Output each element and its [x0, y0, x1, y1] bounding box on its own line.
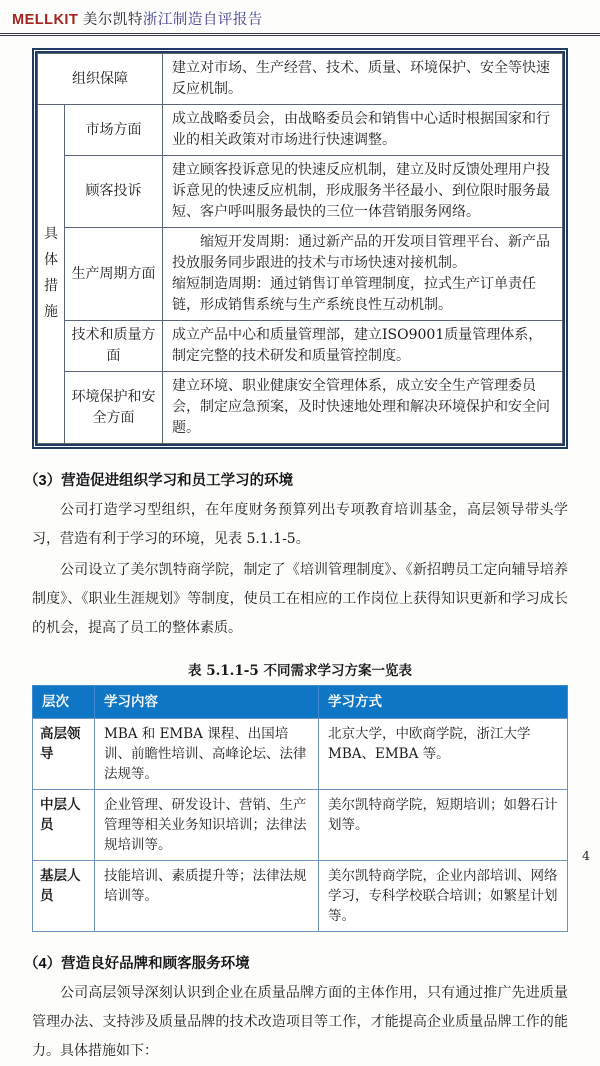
- page-content: [24, 48, 568, 1066]
- table-row: [38, 105, 563, 156]
- measure-category: 顾客投诉: [65, 156, 163, 228]
- table-row: [33, 861, 568, 932]
- learning-table-header-row: [33, 686, 568, 719]
- measure-content: 成立战略委员会，由战略委员会和销售中心适时根据国家和行业的相关政策对市场进行快速调整。: [163, 105, 563, 156]
- measure-category: 生产周期方面: [65, 228, 163, 321]
- measure-content: 建立环境、职业健康安全管理体系，成立安全生产管理委员会，制定应急预案，及时快速地处理和解决环境保护和安全问题。: [163, 372, 563, 444]
- learning-table-caption: 表 5.1.1-5 不同需求学习方案一览表: [188, 663, 412, 679]
- table-row: [38, 156, 563, 228]
- learning-level: 基层人员: [33, 861, 95, 932]
- column-header-method: 学习方式: [319, 686, 568, 719]
- measure-content: 建立顾客投诉意见的快速反应机制，建立及时反馈处理用户投诉意见的快速反应机制，形成服务半径最小、到位限时服务最短、客户呼叫服务最快的三位一体营销服务网络。: [163, 156, 563, 228]
- table-row: [33, 790, 568, 861]
- running-header: [0, 0, 600, 36]
- measure-content-line: 缩短开发周期：通过新产品的开发项目管理平台、新产品投放服务同步跟进的技术与市场快速对接机制。: [172, 234, 550, 271]
- section-3-heading: （3）营造促进组织学习和员工学习的环境: [24, 473, 294, 489]
- table-row: [38, 321, 563, 372]
- column-header-level: 层次: [33, 686, 95, 719]
- learning-content: 技能培训、素质提升等；法律法规培训等。: [95, 861, 319, 932]
- measure-category: 环境保护和安全方面: [65, 372, 163, 444]
- measure-category: 组织保障: [38, 54, 163, 105]
- learning-method: 美尔凯特商学院，短期培训；如磐石计划等。: [319, 790, 568, 861]
- column-header-content: 学习内容: [95, 686, 319, 719]
- measure-content: [163, 228, 563, 321]
- table-row: [38, 54, 563, 105]
- measure-content: 成立产品中心和质量管理部，建立ISO9001质量管理体系，制定完整的技术研发和质量管控制度。: [163, 321, 563, 372]
- measure-category: 技术和质量方面: [65, 321, 163, 372]
- learning-content: MBA 和 EMBA 课程、出国培训、前瞻性培训、高峰论坛、法律法规等。: [95, 719, 319, 790]
- measures-side-label: 具体措施: [38, 105, 65, 444]
- learning-content: 企业管理、研发设计、营销、生产管理等相关业务知识培训；法律法规培训等。: [95, 790, 319, 861]
- measure-content: 建立对市场、生产经营、技术、质量、环境保护、安全等快速反应机制。: [163, 54, 563, 105]
- section-4-heading: （4）营造良好品牌和顾客服务环境: [24, 956, 250, 972]
- section-3-paragraph-1: 公司打造学习型组织，在年度财务预算列出专项教育培训基金，高层领导带头学习，营造有利于学习的环境，见表 5.1.1-5。: [32, 502, 568, 547]
- measure-category: 市场方面: [65, 105, 163, 156]
- brand-logo-text: MELLKIT: [12, 12, 79, 28]
- learning-method: 美尔凯特商学院，企业内部培训、网络学习，专科学校联合培训；如繁星计划等。: [319, 861, 568, 932]
- table-row: [38, 228, 563, 321]
- company-name: 美尔凯特: [78, 12, 143, 28]
- measure-content-line: 缩短制造周期：通过销售订单管理制度，拉式生产订单责任链，形成销售系统与生产系统良性互动机制。: [172, 276, 536, 313]
- table-row: [33, 719, 568, 790]
- learning-method: 北京大学，中欧商学院，浙江大学 MBA、EMBA 等。: [319, 719, 568, 790]
- section-4-paragraph-1: 公司高层领导深刻认识到企业在质量品牌方面的主体作用，只有通过推广先进质量管理办法、支持涉及质量品牌的技术改造项目等工作，才能提高企业质量品牌工作的能力。具体措施如下：: [32, 985, 568, 1059]
- measures-table: [32, 48, 568, 449]
- section-3-paragraph-2: 公司设立了美尔凯特商学院，制定了《培训管理制度》、《新招聘员工定向辅导培养制度》、《职业生涯规划》等制度，使员工在相应的工作岗位上获得知识更新和学习成长的机会，提高了员工的整体素质。: [32, 562, 568, 636]
- learning-level: 中层人员: [33, 790, 95, 861]
- document-title: 浙江制造自评报告: [142, 12, 263, 28]
- learning-level: 高层领导: [33, 719, 95, 790]
- learning-table: [32, 685, 568, 932]
- page-number: 4: [582, 848, 590, 863]
- table-row: [38, 372, 563, 444]
